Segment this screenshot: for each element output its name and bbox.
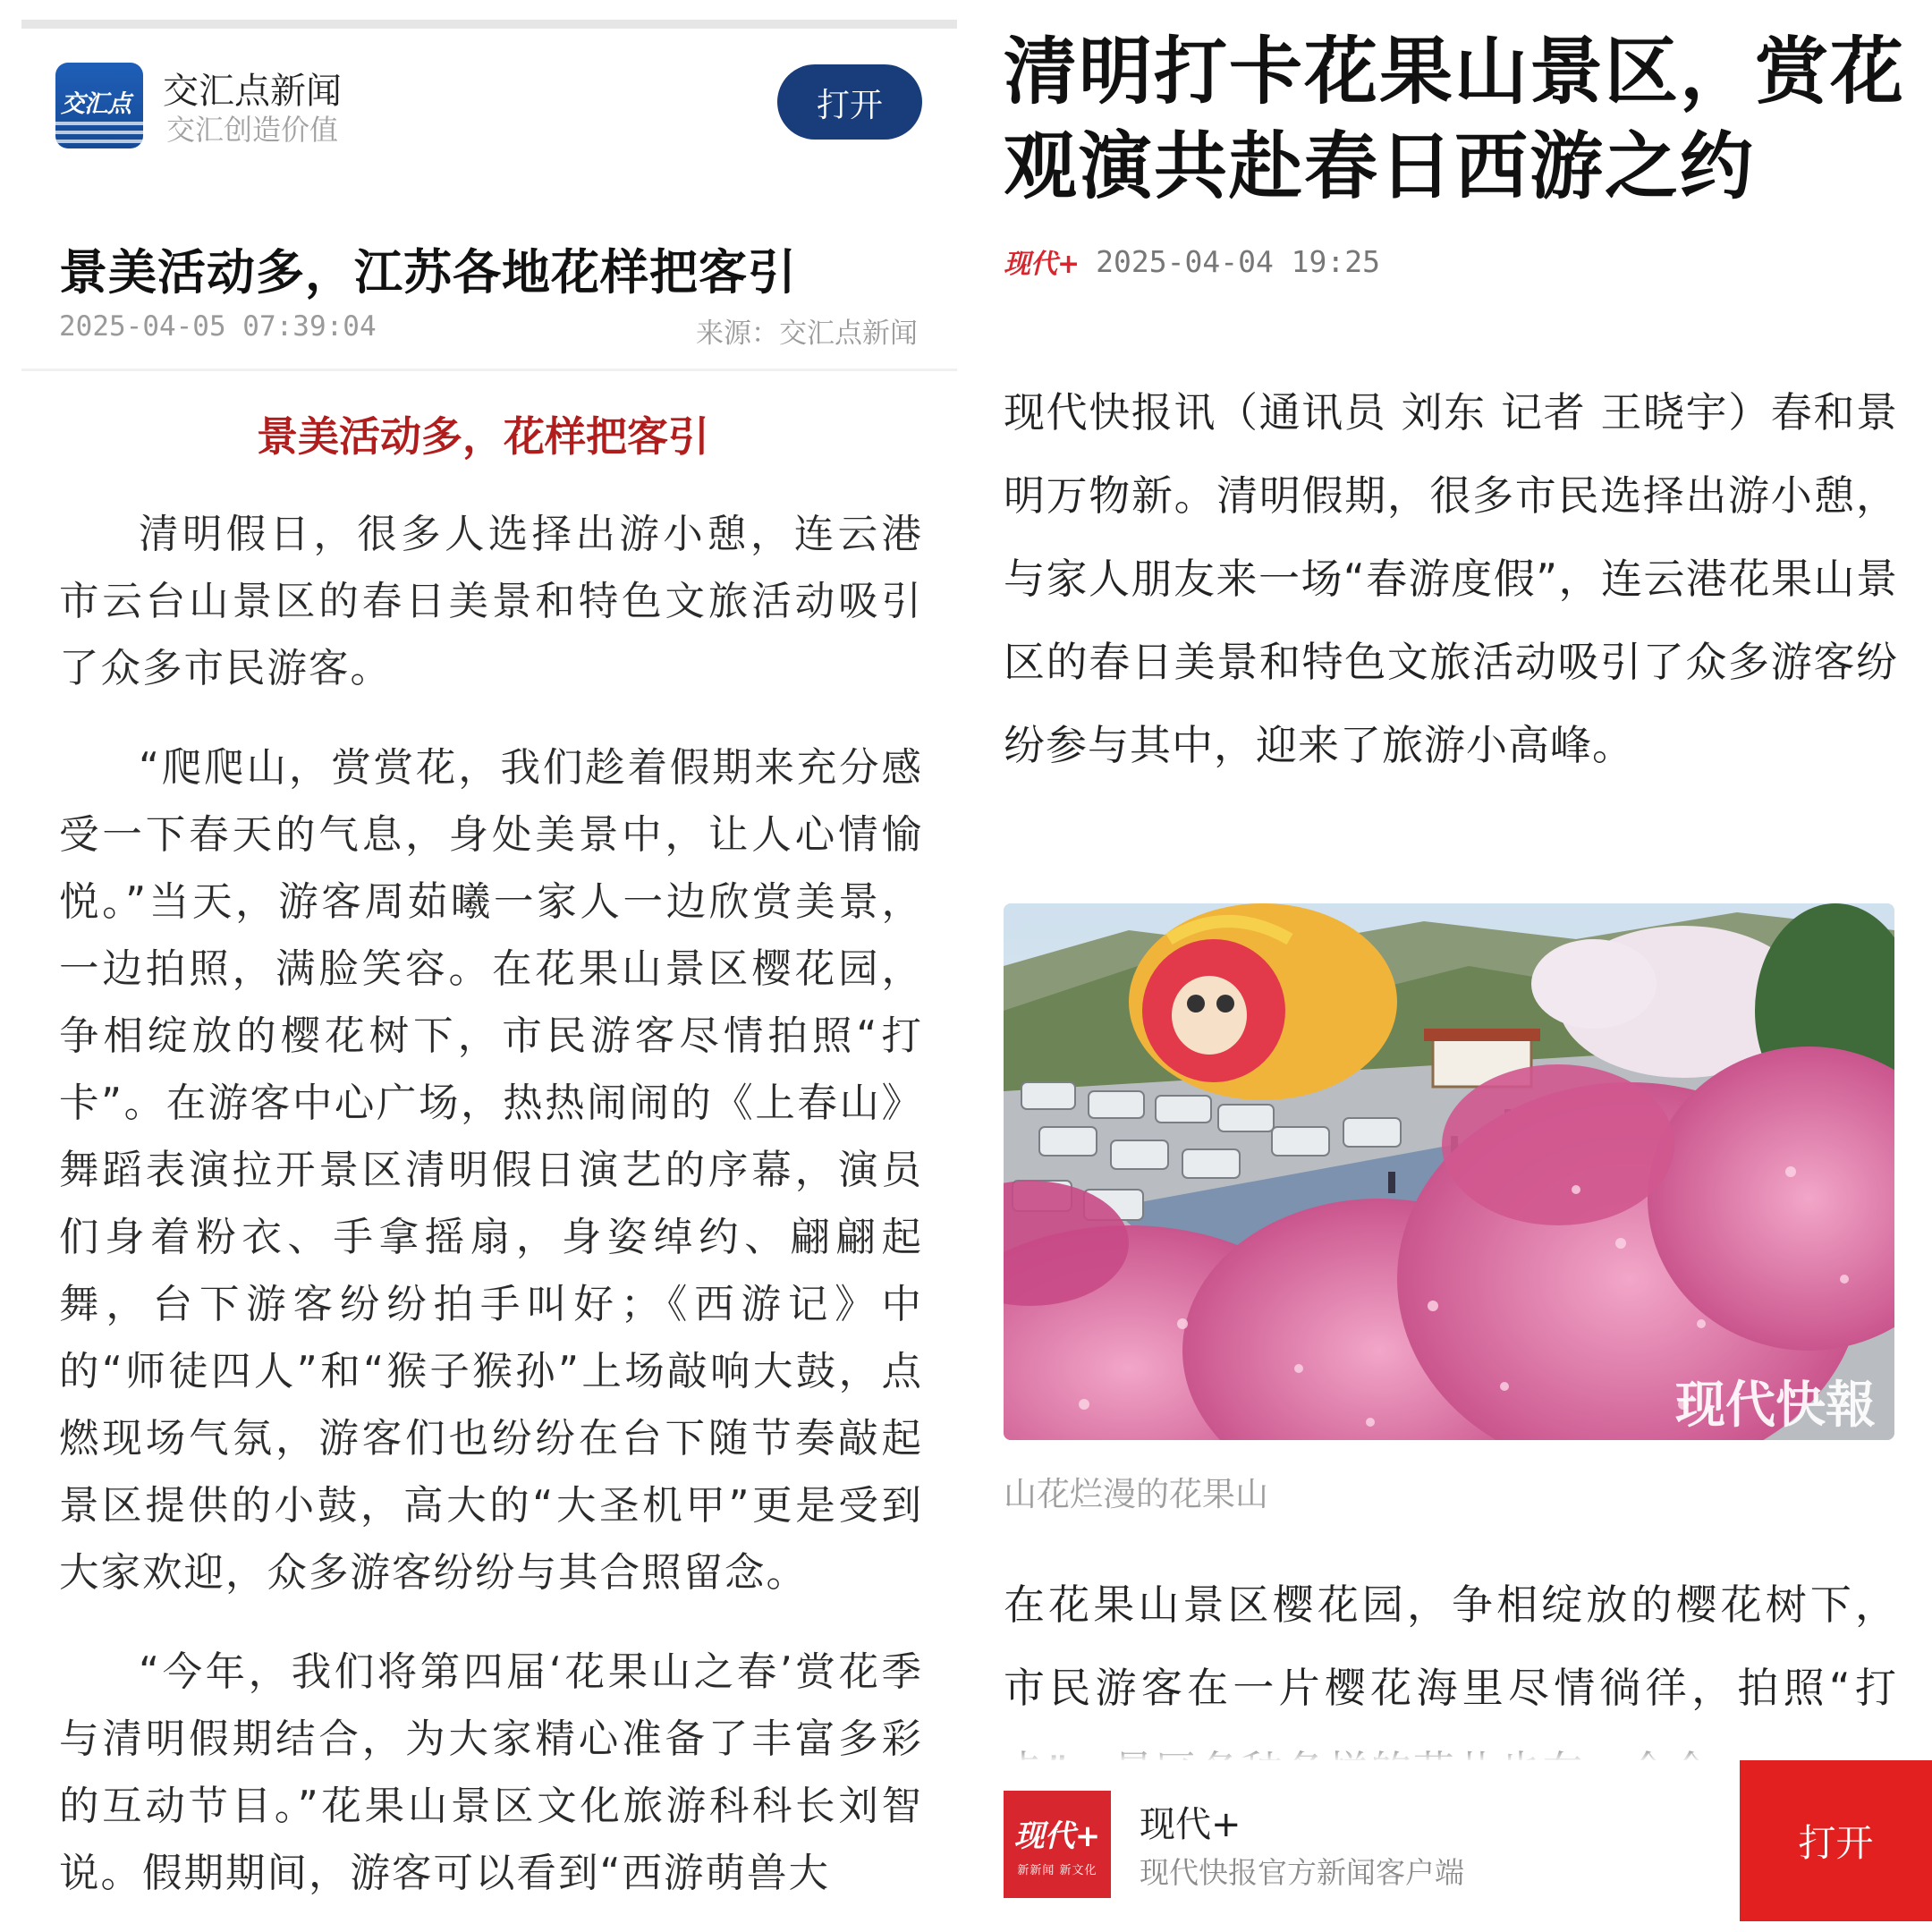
article-paragraph: 在花果山景区樱花园，争相绽放的樱花树下，市民游客在一片樱花海里尽情徜徉，拍照“打 — [1004, 1580, 1898, 1712]
bottom-fade — [966, 1735, 1932, 1762]
app-name: 交汇点新闻 — [163, 71, 342, 112]
photo-illustration — [1004, 903, 1894, 1440]
article-meta — [1004, 243, 1380, 279]
jiaohuidian-logo: 交汇点 — [55, 63, 143, 148]
xiandai-brand-logo: 现代+ — [1004, 249, 1080, 280]
article-source: 来源：交汇点新闻 — [696, 318, 918, 350]
article-title: 景美活动多，江苏各地花样把客引 — [59, 244, 797, 301]
paragraph: “今年，我们将第四届‘花果山之春’赏花季与清明假期结合，为大家精心准备了丰富多彩的互动节目。”花果山景区文化旅游科科长刘智说。假期期间，游客可以看到“西游萌兽大 — [59, 1649, 923, 1896]
article-body — [59, 501, 923, 1932]
header-divider — [21, 369, 957, 371]
article-date: 2025-04-05 07:39:04 — [59, 310, 377, 343]
article-subtitle: 景美活动多，花样把客引 — [257, 412, 709, 461]
open-app-button[interactable]: 打开 — [1740, 1760, 1932, 1921]
app-description: 现代快报官方新闻客户端 — [1140, 1855, 1464, 1890]
article-lead-paragraph: 现代快报讯（通讯员 刘东 记者 王晓宇）春和景明万物新。清明假期，很多市民选择出游小憩，与家人朋友来一场“春游度假”，连云港花果山景区的春日美景和特色文旅活动吸引了众多游客纷纷参与其中，迎来了旅游小高峰。 — [1004, 388, 1898, 769]
photo-caption: 山花烂漫的花果山 — [1004, 1475, 1268, 1513]
right-panel — [966, 0, 1932, 1932]
top-divider — [21, 20, 957, 29]
article-time: 2025-04-04 19:25 — [1096, 243, 1381, 279]
article-title: 清明打卡花果山景区，赏花观演共赴春日西游之约 — [1004, 30, 1906, 209]
photo-watermark: 现代快報 — [1675, 1376, 1876, 1435]
app-download-bar — [21, 36, 957, 170]
paragraph: 清明假日，很多人选择出游小憩，连云港市云台山景区的春日美景和特色文旅活动吸引了众多市民游客。 — [59, 512, 923, 691]
app-download-banner — [966, 1760, 1932, 1932]
app-slogan: 交汇创造价值 — [166, 113, 339, 147]
paragraph: “爬爬山，赏赏花，我们趁着假期来充分感受一下春天的气息，身处美景中，让人心情愉悦。”当天，游客周茹曦一家人一边欣赏美景，一边拍照，满脸笑容。在花果山景区樱花园，争相绽放的樱花树下，市民游客尽情拍照“打卡”。在游客中心广场，热热闹闹的《上春山》舞蹈表演拉开景区清明假日演艺的序幕，演员们身着粉衣、手拿摇扇，身姿绰约、翩翩起舞，台下游客纷纷拍手叫好；《西游记》中的“师徒四人”和“猴子猴孙”上场敲响大鼓，点燃现场气氛，游客们也纷纷在台下随节奏敲起景区提供的小鼓，高大的“大圣机甲”更是受到大家欢迎，众多游客纷纷与其合照留念。 — [59, 745, 923, 1596]
article-photo[interactable] — [1004, 903, 1894, 1440]
open-app-button[interactable]: 打开 — [777, 64, 922, 140]
app-name: 现代+ — [1140, 1804, 1241, 1845]
xiandai-app-logo: 现代+ 新新闻 新文化 — [1004, 1791, 1111, 1898]
